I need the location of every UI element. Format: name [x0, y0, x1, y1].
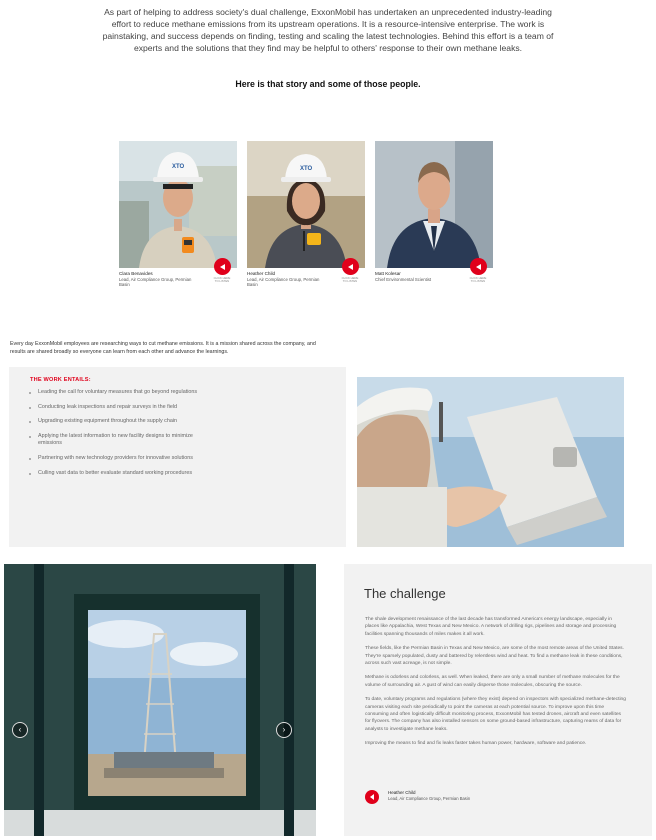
carousel-prev-button[interactable]	[12, 722, 28, 738]
worker-camera-photo	[357, 377, 624, 547]
profile-name: Clara Benavides	[119, 271, 153, 276]
intro-paragraph: As part of helping to address society's dual challenge, ExxonMobil has undertaken an unprecedented industry-leading effort to reduce methane emissions from its upstream operations. It is a resource-intensive enterprise. The work is painstaking, and success depends on finding, testing and scaling the latest technologies. Behind this effort is a team of experts and the solutions that they find may be helpful to others' response to their own methane leaks.	[102, 7, 554, 53]
list-item: Culling vast data to better evaluate standard working procedures	[28, 470, 208, 478]
profile-name: Heather Child	[247, 271, 276, 276]
profile-photo	[247, 141, 365, 268]
listen-label: CLICK HERE TO LISTEN	[213, 276, 231, 284]
challenge-paragraph: The shale development renaissance of the last decade has transformed America's energy landscape, especially in places like Appalachia, West Texas and New Mexico. A network of drilling rigs, pipelines and storage and processing facilities spanning thousands of miles makes it all work.	[365, 617, 617, 637]
svg-text:XTO: XTO	[172, 164, 185, 170]
profile-role: Chief Environmental Scientist	[375, 277, 432, 282]
challenge-paragraph: Methane is odorless and colorless, as well. When leaked, there are only a small number of methane molecules for the volume of surrounding air. A gust of wind can easily disperse those molecules, obscuring the source.	[365, 675, 620, 688]
intro-lead: Here is that story and some of those people.	[235, 79, 421, 89]
mission-text: Every day ExxonMobil employees are researching ways to cut methane emissions. It is a mission shared across the company, and results are shared broadly so everyone can learn from each other and advance the learnings.	[10, 341, 316, 355]
play-audio-icon[interactable]	[214, 258, 231, 275]
list-item: Upgrading existing equipment throughout the supply chain	[28, 418, 208, 426]
challenge-body	[365, 616, 627, 755]
challenge-paragraph: Improving the means to find and fix leaks faster takes human power, hardware, software and patience.	[365, 741, 587, 747]
chevron-right-icon: ›	[282, 725, 286, 734]
list-item: Conducting leak inspections and repair surveys in the field	[28, 404, 208, 412]
author-name: Heather Child	[388, 790, 416, 795]
play-audio-icon[interactable]	[342, 258, 359, 275]
profile-role: Lead, Air Compliance Group, Permian Basin	[119, 277, 192, 288]
listen-label: CLICK HERE TO LISTEN	[469, 276, 487, 284]
work-entails-list	[28, 389, 208, 484]
challenge-panel	[344, 564, 652, 836]
challenge-title: The challenge	[364, 586, 446, 601]
profile-photo	[375, 141, 493, 268]
challenge-paragraph: These fields, like the Permian Basin in Texas and New Mexico, are some of the most remote areas of the United States. They're sparsely populated, dusty and battered by relentless wind and heat. To find a methane leak in these conditions, across such vast acreage, is not simple.	[365, 646, 624, 667]
profile-card-matt	[375, 141, 493, 305]
work-entails-panel	[9, 367, 346, 547]
play-audio-icon[interactable]	[470, 258, 487, 275]
profile-name: Matt Kolesar	[375, 271, 401, 276]
profile-card-heather	[247, 141, 365, 305]
listen-label: CLICK HERE TO LISTEN	[341, 276, 359, 284]
drilling-rig-photo	[4, 564, 316, 836]
carousel-next-button[interactable]	[276, 722, 292, 738]
play-audio-icon[interactable]	[365, 790, 379, 804]
list-item: Leading the call for voluntary measures that go beyond regulations	[28, 389, 208, 397]
challenge-paragraph: To date, voluntary programs and regulations (where they exist) depend on inspectors with specialized methane-detecting cameras visiting each site periodically to point the cameras at each potential source. To improve upon this time consuming and often logistically difficult monitoring process, ExxonMobil has tested drones, aircraft and even satellites for flyovers. The company has also installed sensors on some ground-based infrastructure, capturing reams of data for analysts to investigate methane leaks.	[365, 697, 626, 732]
profile-card-clara	[119, 141, 237, 305]
work-entails-title: THE WORK ENTAILS:	[30, 377, 91, 383]
profile-role: Lead, Air Compliance Group, Permian Basin	[247, 277, 320, 288]
author-role: Lead, Air Compliance Group, Permian Basin	[388, 796, 471, 801]
list-item: Partnering with new technology providers for innovative solutions	[28, 455, 208, 463]
list-item: Applying the latest information to new facility designs to minimize emissions	[28, 433, 208, 448]
svg-text:XTO: XTO	[300, 166, 313, 172]
chevron-left-icon: ‹	[18, 725, 22, 734]
profile-photo	[119, 141, 237, 268]
